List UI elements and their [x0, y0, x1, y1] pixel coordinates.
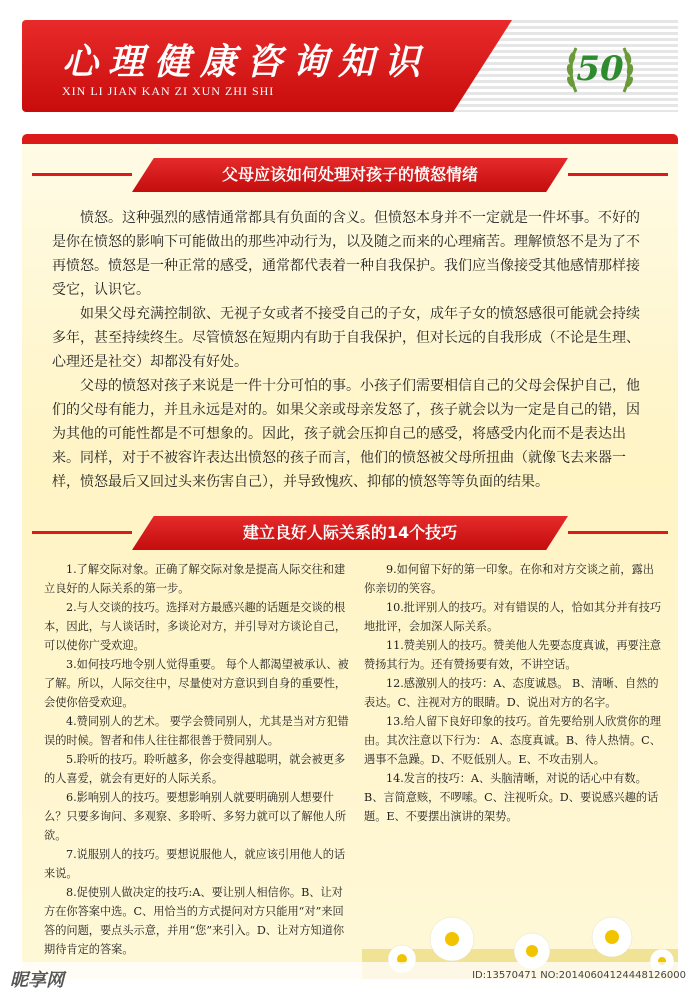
header [22, 20, 678, 116]
watermark-site: 昵享网 [10, 970, 64, 991]
banner-line-left [32, 173, 132, 176]
section1-paragraph: 父母的愤怒对孩子来说是一件十分可怕的事。小孩子们需要相信自己的父母会保护自己，他们的父母有能力，并且永远是对的。如果父亲或母亲发怒了，孩子就会以为一定是自己的错，因为其他的可能性都是不可想象的。因此，孩子就会压抑自己的感受，将感受内化而不是表达出来。同样，对于不被容许表达出愤怒的孩子而言，他们的愤怒被父母所扭曲（就像飞去来器一样，愤怒最后又回过头来伤害自己），并导致愧疚、抑郁的愤怒等等负面的结果。 [52, 378, 640, 490]
tip-item: 6.影响别人的技巧。要想影响别人就要明确别人想要什么？只要多询问、多观察、多聆听、多努力就可以了解他人所欲。 [44, 791, 347, 842]
section1-banner [32, 158, 668, 192]
tip-item: 11.赞美别人的技巧。赞美他人先要态度真诚，再要注意赞扬其行为。还有赞扬要有效，不讲空话。 [364, 639, 662, 671]
section2-title: 建立良好人际关系的14个技巧 [242, 523, 458, 542]
page-title-pinyin: XIN LI JIAN KAN ZI XUN ZHI SHI [62, 84, 275, 98]
section1-paragraph: 愤怒。这种强烈的感情通常都具有负面的含义。但愤怒本身并不一定就是一件坏事。不好的是你在愤怒的影响下可能做出的那些冲动行为，以及随之而来的心理痛苦。理解愤怒不是为了不再愤怒。愤怒是一种正常的感受，通常都代表着一种自我保护。我们应当像接受其他感情那样接受它，认识它。 [52, 210, 640, 298]
tip-item: 3.如何技巧地令别人觉得重要。 每个人都渴望被承认、被了解。所以，人际交往中，尽量使对方意识到自身的重要性，会使你倍受欢迎。 [44, 658, 349, 709]
tip-item: 5.聆听的技巧。聆听越多，你会变得越聪明，就会被更多的人喜爱，就会有更好的人际关系。 [44, 753, 346, 785]
tip-item: 10.批评别人的技巧。对有错误的人，恰如其分并有技巧地批评，会加深人际关系。 [364, 601, 662, 633]
banner-line-right [568, 173, 668, 176]
logo-number: 50 [576, 49, 624, 89]
tips-left-column [44, 560, 352, 959]
tips-right-column [364, 560, 664, 826]
banner-line-right [568, 531, 668, 534]
tip-item: 13.给人留下良好印象的技巧。首先要给别人欣赏你的理由。其次注意以下行为： A、态度真诚。B、待人热情。C、遇事不急躁。D、不贬低别人。E、不攻击别人。 [364, 715, 662, 766]
tip-item: 7.说服别人的技巧。要想说服他人，就应该引用他人的话来说。 [44, 848, 346, 880]
watermark-id: ID:13570471 NO:20140604124448126000 [472, 970, 686, 981]
tip-item: 12.感激别人的技巧：A、态度诚恳。 B、清晰、自然的表达。C、注视对方的眼睛。D、说出对方的名字。 [364, 677, 659, 709]
laurel-logo-icon [562, 30, 638, 106]
tip-item: 9.如何留下好的第一印象。在你和对方交谈之前，露出你亲切的笑容。 [364, 563, 654, 595]
section1-title: 父母应该如何处理对孩子的愤怒情绪 [221, 165, 478, 184]
content-top-bar [22, 134, 678, 144]
page-title: 心理健康咨询知识 [62, 41, 431, 83]
tip-item: 1.了解交际对象。正确了解交际对象是提高人际交往和建立良好的人际关系的第一步。 [44, 563, 346, 595]
tip-item: 4.赞同别人的艺术。 要学会赞同别人，尤其是当对方犯错误的时候。智者和伟人往往都很善于赞同别人。 [44, 715, 349, 747]
tip-item: 14.发言的技巧：A、头脑清晰，对说的话心中有数。B、言简意赅，不啰嗦。C、注视听众。D、要说感兴趣的话题。E、不要摆出演讲的架势。 [364, 772, 659, 823]
section2-banner [32, 516, 668, 550]
section1-paragraph: 如果父母充满控制欲、无视子女或者不接受自己的子女，成年子女的愤怒感很可能就会持续多年，甚至持续终生。尽管愤怒在短期内有助于自我保护，但对长远的自我形成（不论是生理、心理还是社交）却都没有好处。 [52, 306, 640, 370]
watermark-bar [0, 962, 698, 993]
banner-line-left [32, 531, 132, 534]
content-panel [22, 134, 678, 979]
tip-item: 2.与人交谈的技巧。选择对方最感兴趣的话题是交谈的根本，因此，与人谈话时，多谈论对方，并引导对方谈论自己，可以使你广受欢迎。 [44, 601, 347, 652]
tip-item: 8.促使别人做决定的技巧:A、要让别人相信你。B、让对方在你答案中选。C、用恰当的方式提问对方只能用“对”来回答的问题，要点头示意，并用“您”来引入。D、让对方知道你期待肯定的答案。 [44, 886, 345, 956]
